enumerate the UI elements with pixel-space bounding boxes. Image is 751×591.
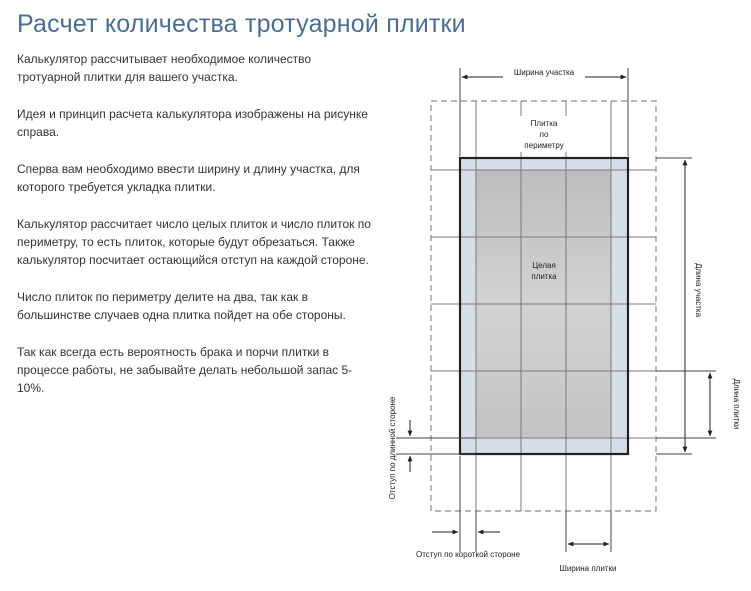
tile-length-label: Длина плитки	[732, 378, 741, 430]
paragraph-reserve: Так как всегда есть вероятность брака и порчи плитки в процессе работы, не забывайте делать небольшой запас 5-10%.	[17, 345, 353, 395]
paragraph-perimeter: Число плиток по периметру делите на два, так как в большинстве случаев одна плитка пойдет на обе стороны.	[17, 290, 346, 322]
offset-long-side-label: Отступ по длинной стороне	[388, 396, 397, 500]
paragraph-intro: Калькулятор рассчитывает необходимое количество тротуарной плитки для вашего участка.	[17, 52, 312, 84]
perimeter-label-line-3: периметру	[524, 141, 564, 150]
whole-label-line-2: плитка	[531, 272, 557, 281]
tile-length-dimension	[656, 371, 741, 438]
plot-length-dimension	[656, 158, 703, 454]
whole-label-line-1: Целая	[532, 261, 556, 270]
plot-width-label: Ширина участка	[513, 68, 575, 77]
offset-short-side-label: Отступ по короткой стороне	[415, 550, 521, 559]
plot-length-label: Длина участка	[694, 262, 703, 318]
perimeter-tile-label	[517, 116, 571, 152]
tile-width-dimension	[560, 511, 617, 573]
paragraph-idea: Идея и принцип расчета калькулятора изображены на рисунке справа.	[17, 107, 368, 139]
page-title: Расчет количества тротуарной плитки	[17, 10, 466, 38]
paragraph-input: Сперва вам необходимо ввести ширину и длину участка, для которого требуется укладка плитки.	[17, 162, 360, 194]
perimeter-label-line-2: по	[539, 130, 549, 139]
perimeter-label-line-1: Плитка	[530, 119, 558, 128]
offset-short-side-dimension	[416, 456, 521, 559]
paragraph-result: Калькулятор рассчитает число целых плиток и число плиток по периметру, то есть плиток, которые будут обрезаться. Также калькулятор посчитает остающийся отступ на каждой стороне.	[17, 217, 371, 267]
tile-width-label: Ширина плитки	[559, 564, 617, 573]
